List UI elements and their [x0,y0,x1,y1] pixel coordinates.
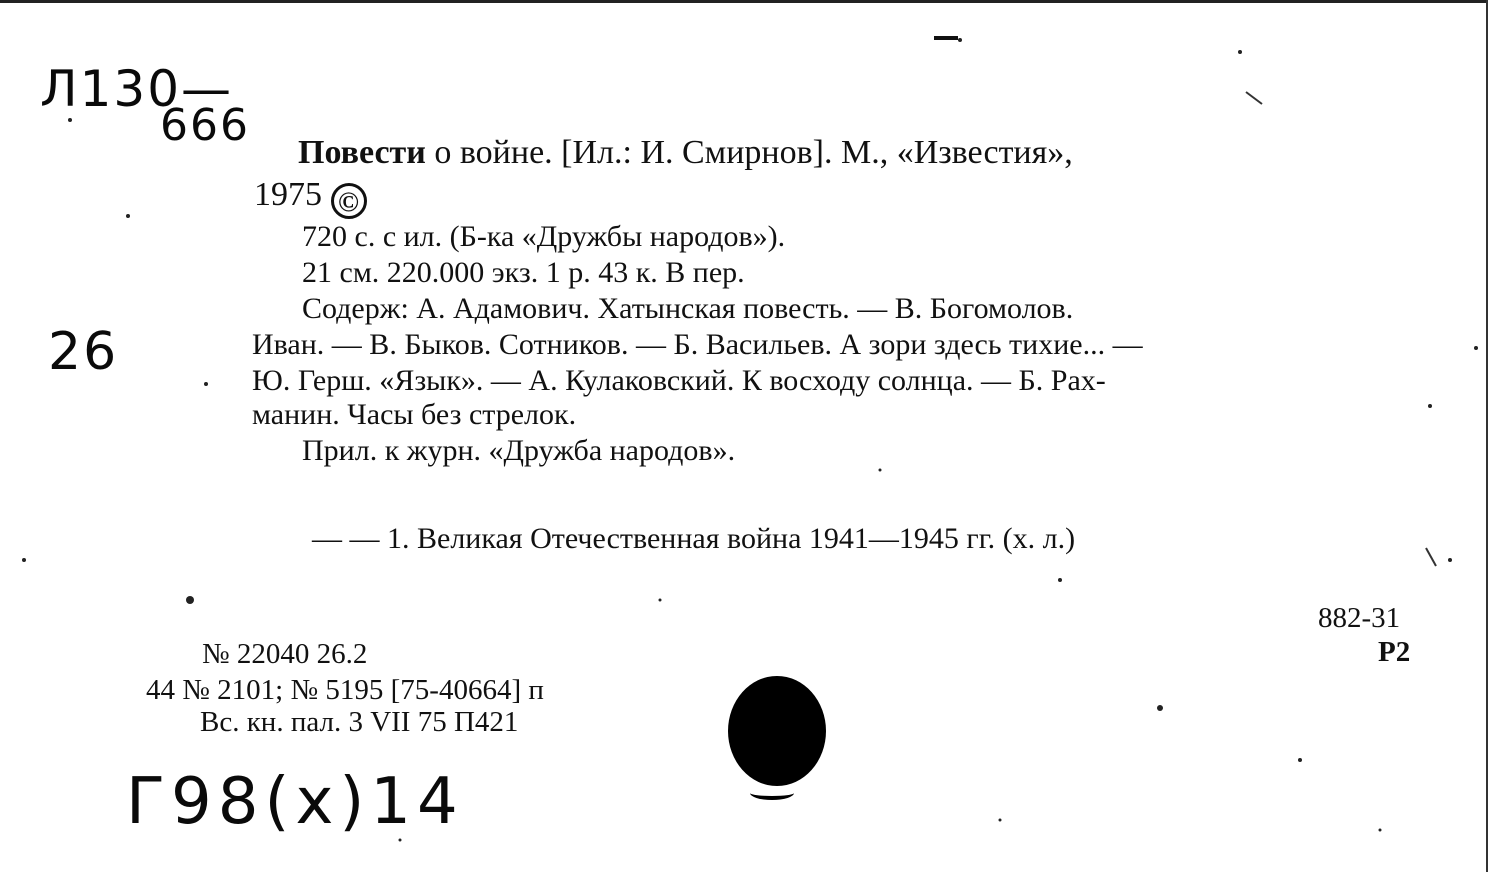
footer-print-line: Вс. кн. пал. 3 VII 75 П421 [200,706,519,738]
entry-subject-heading: — — 1. Великая Отечественная война 1941—1945 гг. (х. л.) [312,522,1076,555]
entry-year: 1975 [254,176,322,213]
copyright-icon: © [331,183,367,219]
entry-title-bold: Повести [298,134,426,171]
entry-contents-2: Иван. — В. Быков. Сотников. — Б. Васильев. А зори здесь тихие... — [252,328,1143,361]
entry-contents-1: Содерж: А. Адамович. Хатынская повесть. — В. Богомолов. [302,292,1074,325]
handwritten-number-left: 26 [48,322,119,382]
handwritten-classification: Г98(х)14 [126,765,464,839]
entry-pages: 720 с. с ил. (Б-ка «Дружбы народов»). [302,220,786,253]
footer-order-line: 44 № 2101; № 5195 [75-40664] п [146,674,544,706]
entry-contents-4: манин. Часы без стрелок. [252,398,577,431]
entry-size-price: 21 см. 220.000 экз. 1 р. 43 к. В пер. [302,256,745,289]
entry-title-rest: о войне. [Ил.: И. Смирнов]. М., «Известия», [425,134,1073,171]
handwritten-shelf-mark-top: Л130— [40,60,234,118]
entry-note: Прил. к журн. «Дружба народов». [302,434,736,467]
footer-author-sign: Р2 [1378,636,1411,668]
entry-contents-3: Ю. Герш. «Язык». — А. Кулаковский. К восходу солнца. — Б. Рах- [252,364,1106,397]
footer-number-line: № 22040 26.2 [202,638,368,670]
footer-class-code: 882-31 [1318,602,1401,634]
handwritten-shelf-mark-bottom: 666 [160,100,250,151]
